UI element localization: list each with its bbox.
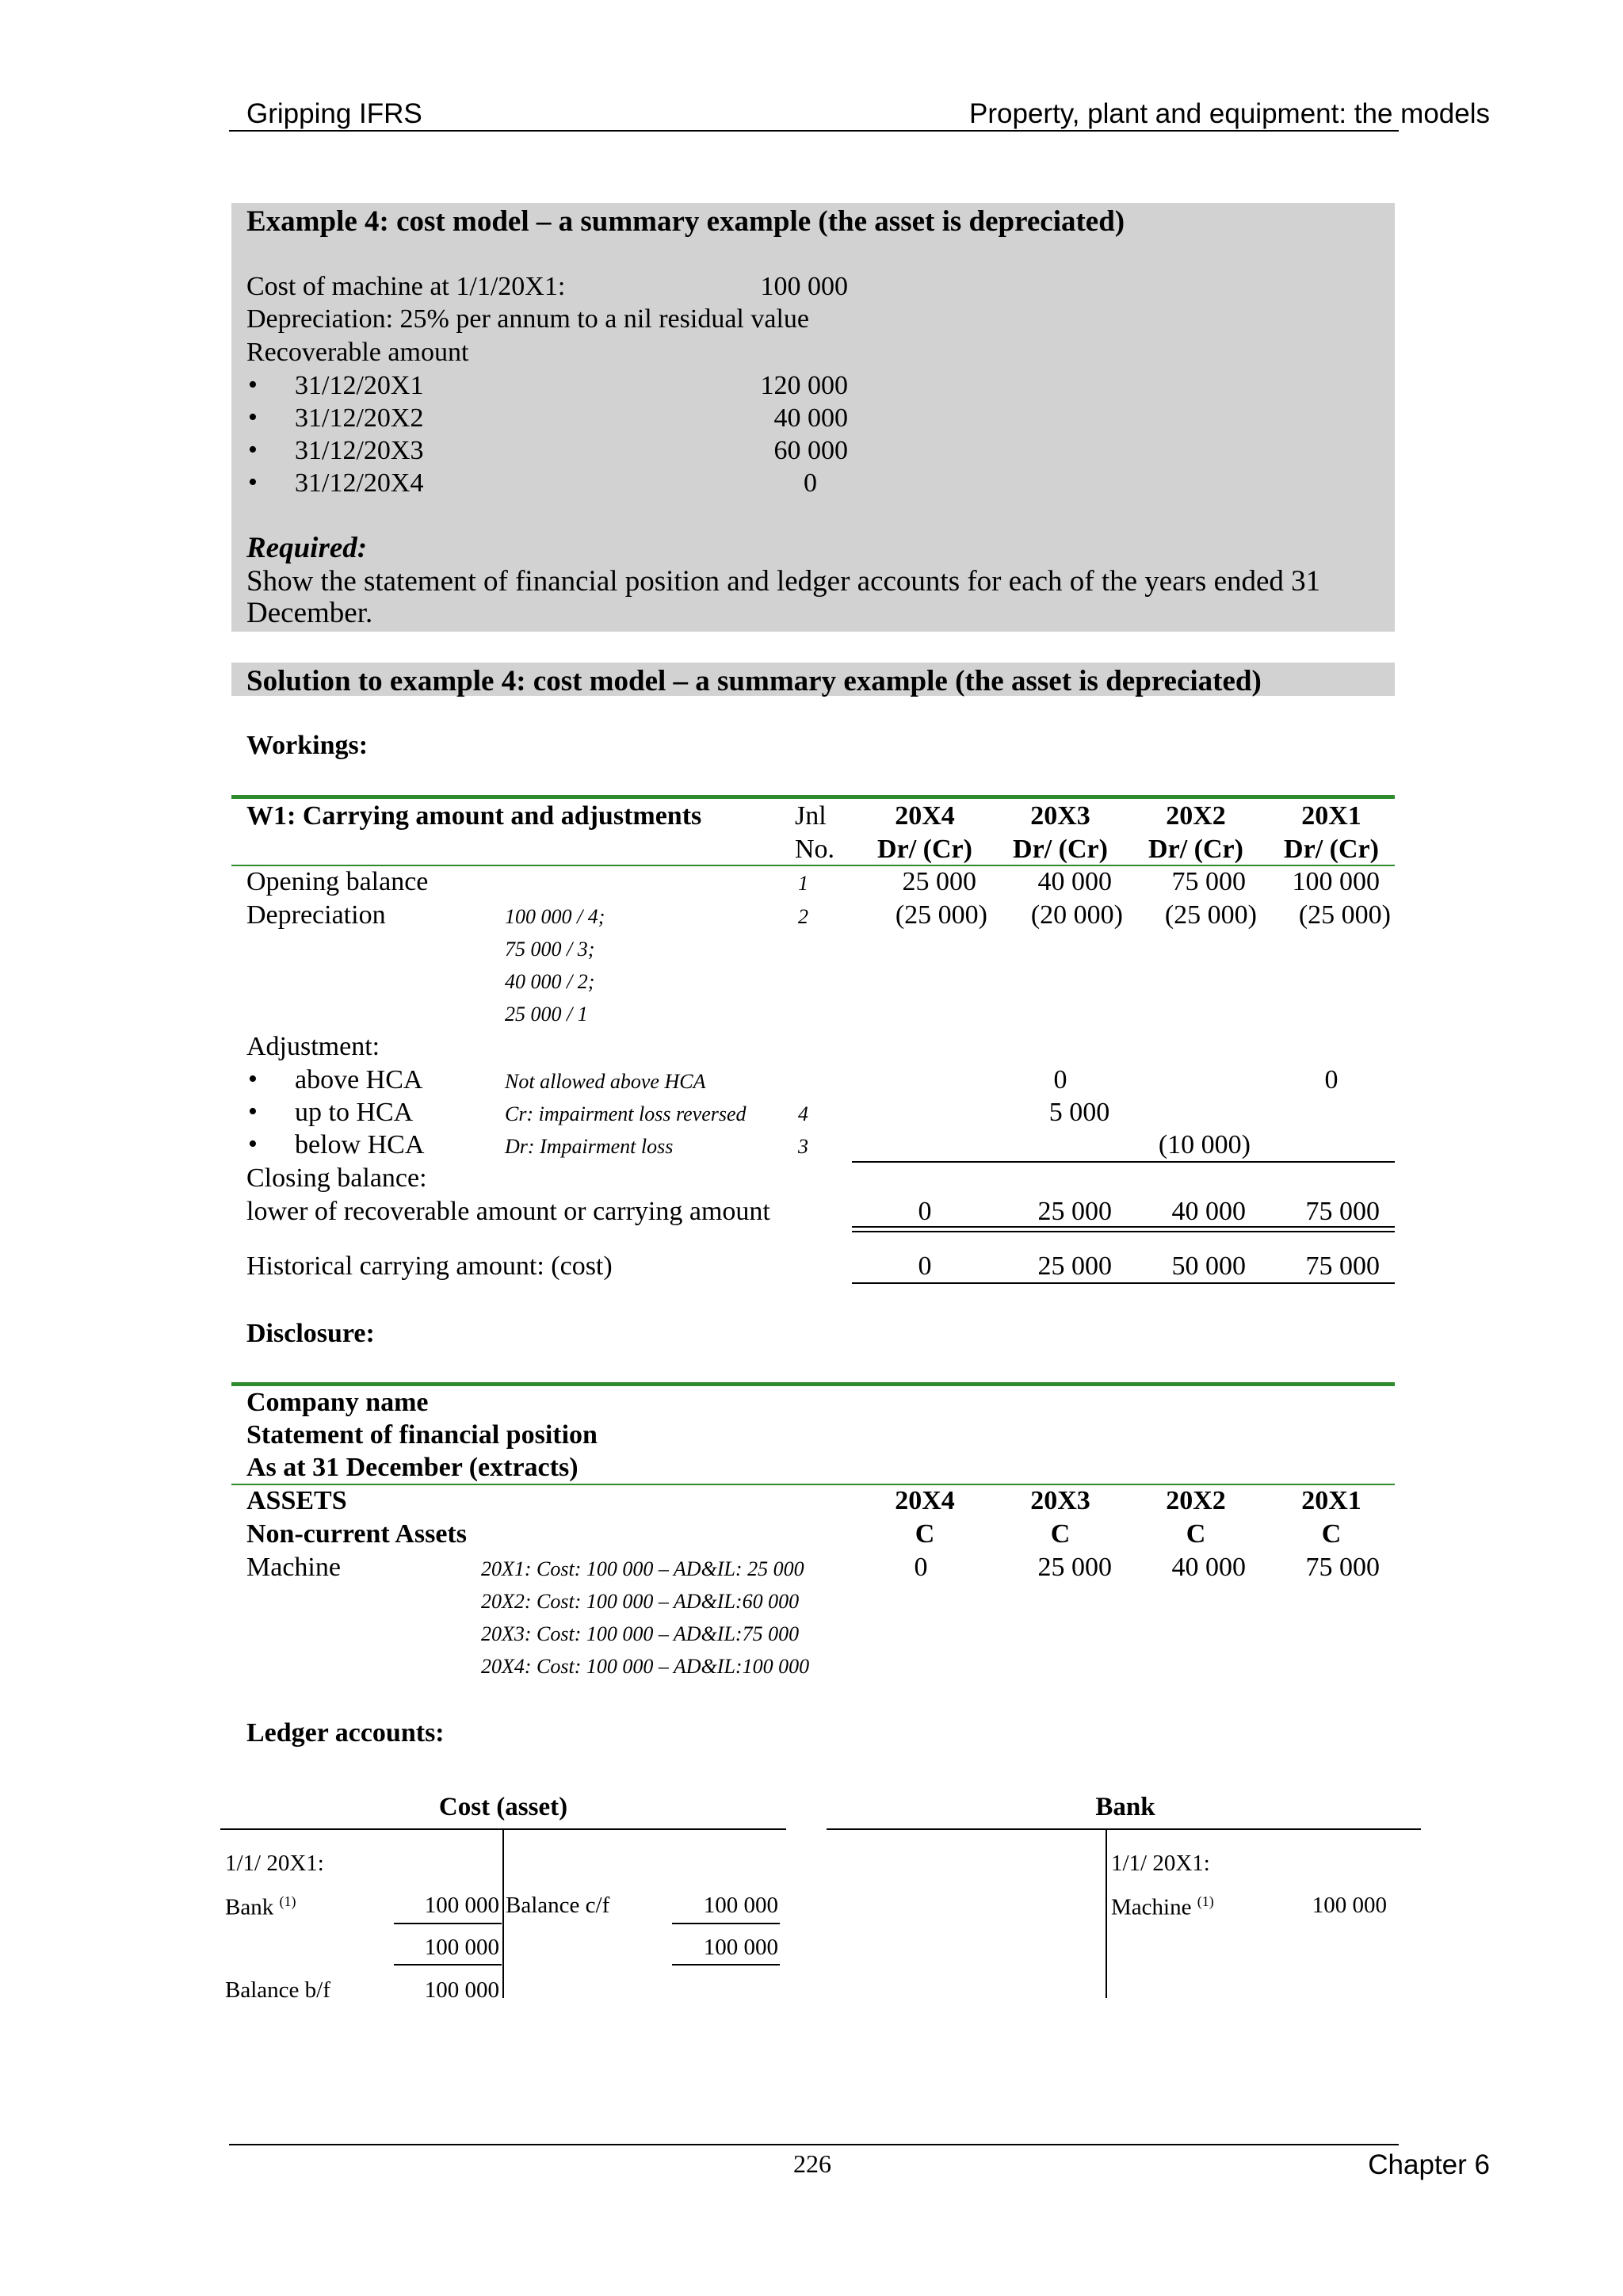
- as-at: As at 31 December (extracts): [246, 1453, 579, 1482]
- cost-total-cr: 100 000: [703, 1935, 778, 1960]
- jnl-header-2: No.: [795, 835, 835, 864]
- upto-label: up to HCA: [295, 1098, 414, 1127]
- disclosure-top-rule: [231, 1382, 1395, 1386]
- above-20x3: 0: [1053, 1065, 1067, 1095]
- hca-20x4: 0: [918, 1251, 932, 1281]
- header-left: Gripping IFRS: [246, 98, 422, 129]
- recoverable-date-3: 31/12/20X3: [295, 436, 424, 465]
- cost-label: Cost of machine at 1/1/20X1:: [246, 272, 566, 301]
- disc-year-20x2: 20X2: [1166, 1486, 1226, 1515]
- dep-note-4: 25 000 / 1: [505, 1003, 588, 1026]
- upto-note: Cr: impairment loss reversed: [505, 1102, 747, 1125]
- upto-20x3: 5 000: [1048, 1098, 1110, 1127]
- dep-label: Depreciation: [246, 900, 386, 930]
- assets-heading: ASSETS: [246, 1486, 347, 1515]
- cost-dr-total-rule: [394, 1923, 502, 1924]
- drcr-header: Dr/ (Cr): [1148, 835, 1243, 864]
- above-20x1: 0: [1324, 1065, 1338, 1095]
- opening-20x1: 100 000: [1292, 867, 1380, 896]
- machine-note-1: 20X1: Cost: 100 000 – AD&IL: 25 000: [481, 1557, 804, 1580]
- bullet: •: [248, 1129, 258, 1159]
- cost-balance-cf-label: Balance c/f: [506, 1893, 610, 1918]
- recoverable-value-2: 40 000: [773, 403, 848, 433]
- bank-date: 1/1/ 20X1:: [1111, 1851, 1210, 1876]
- machine-20x4: 0: [914, 1553, 928, 1582]
- w1-top-rule: [231, 795, 1395, 799]
- recoverable-value-3: 60 000: [773, 436, 848, 465]
- machine-label: Machine: [246, 1553, 341, 1582]
- bank-machine-ref: (1): [1197, 1893, 1214, 1909]
- bullet: •: [248, 403, 258, 432]
- hca-20x1: 75 000: [1305, 1251, 1380, 1281]
- cost-cr-total-rule: [672, 1923, 780, 1924]
- cost-value: 100 000: [760, 272, 848, 301]
- bullet: •: [248, 435, 258, 464]
- dep-jnl: 2: [798, 905, 808, 928]
- recoverable-date-1: 31/12/20X1: [295, 371, 424, 400]
- below-note: Dr: Impairment loss: [505, 1135, 674, 1158]
- disc-year-20x4: 20X4: [895, 1486, 955, 1515]
- page-number: 226: [793, 2149, 831, 2178]
- recoverable-label: Recoverable amount: [246, 338, 469, 367]
- header-right: Property, plant and equipment: the models: [969, 98, 1490, 129]
- chapter-label: Chapter 6: [1368, 2149, 1490, 2180]
- bank-machine-value: 100 000: [1312, 1893, 1387, 1918]
- below-20x2: (10 000): [1158, 1130, 1251, 1159]
- dep-note-1: 100 000 / 4;: [505, 905, 605, 928]
- w1-header-rule: [231, 865, 1395, 866]
- dep-20x2: (25 000): [1164, 900, 1257, 930]
- currency-c: C: [1186, 1519, 1206, 1549]
- ledger-label: Ledger accounts:: [246, 1718, 445, 1748]
- closing-20x2: 40 000: [1171, 1197, 1246, 1226]
- cost-balance-bf-value: 100 000: [424, 1977, 499, 2003]
- cost-cr-total-underline: [672, 1964, 780, 1966]
- cost-bank-ref: (1): [279, 1893, 296, 1909]
- disc-year-20x1: 20X1: [1301, 1486, 1361, 1515]
- closing-20x3: 25 000: [1037, 1197, 1112, 1226]
- hca-20x2: 50 000: [1171, 1251, 1246, 1281]
- currency-c: C: [1050, 1519, 1071, 1549]
- bank-account-title: Bank: [1095, 1793, 1155, 1821]
- cost-bank-label: Bank: [225, 1894, 274, 1920]
- above-label: above HCA: [295, 1065, 423, 1095]
- year-header-20x4: 20X4: [895, 801, 955, 831]
- bullet: •: [248, 370, 258, 399]
- disclosure-header-rule: [231, 1484, 1395, 1485]
- dep-note-2: 75 000 / 3;: [505, 938, 595, 961]
- upto-jnl: 4: [798, 1102, 808, 1125]
- opening-label: Opening balance: [246, 867, 429, 896]
- solution-title: Solution to example 4: cost model – a summary example (the asset is depreciated): [246, 665, 1262, 697]
- cost-dr-total-underline: [394, 1964, 502, 1966]
- closing-20x4: 0: [918, 1197, 932, 1226]
- recoverable-value-4: 0: [804, 468, 817, 498]
- cost-account-title: Cost (asset): [438, 1793, 568, 1821]
- disc-year-20x3: 20X3: [1030, 1486, 1090, 1515]
- bank-account-top-rule: [827, 1828, 1421, 1830]
- closing-label-2: lower of recoverable amount or carrying amount: [246, 1197, 770, 1226]
- required-text-2: December.: [246, 597, 373, 629]
- opening-20x3: 40 000: [1037, 867, 1112, 896]
- dep-20x1: (25 000): [1298, 900, 1391, 930]
- cost-date: 1/1/ 20X1:: [225, 1851, 324, 1876]
- closing-double-rule: [852, 1226, 1395, 1232]
- above-note: Not allowed above HCA: [505, 1070, 706, 1093]
- bank-machine-row: [1111, 1894, 1214, 1920]
- adj-label: Adjustment:: [246, 1032, 380, 1061]
- bullet: •: [248, 1097, 258, 1126]
- currency-c: C: [915, 1519, 935, 1549]
- cost-balance-cf-value: 100 000: [703, 1893, 778, 1918]
- opening-jnl: 1: [798, 872, 808, 895]
- closing-label-1: Closing balance:: [246, 1163, 427, 1193]
- bullet: •: [248, 468, 258, 497]
- header-rule: [229, 130, 1399, 132]
- nca-heading: Non-current Assets: [246, 1519, 467, 1549]
- year-header-20x2: 20X2: [1166, 801, 1226, 831]
- bank-account-divider: [1106, 1828, 1107, 1998]
- drcr-header: Dr/ (Cr): [1284, 835, 1379, 864]
- hca-label: Historical carrying amount: (cost): [246, 1251, 613, 1281]
- bank-machine-label: Machine: [1111, 1894, 1192, 1920]
- cost-bank-value: 100 000: [424, 1893, 499, 1918]
- dep-20x3: (20 000): [1030, 900, 1123, 930]
- jnl-header-1: Jnl: [795, 801, 827, 831]
- statement-title: Statement of financial position: [246, 1420, 598, 1450]
- drcr-header: Dr/ (Cr): [1013, 835, 1108, 864]
- disclosure-label: Disclosure:: [246, 1319, 375, 1348]
- opening-20x2: 75 000: [1171, 867, 1246, 896]
- machine-20x2: 40 000: [1171, 1553, 1246, 1582]
- machine-20x1: 75 000: [1305, 1553, 1380, 1582]
- hca-rule: [852, 1282, 1395, 1284]
- depreciation-line: Depreciation: 25% per annum to a nil residual value: [246, 304, 809, 334]
- recoverable-value-1: 120 000: [760, 371, 848, 400]
- bullet: •: [248, 1064, 258, 1094]
- w1-title: W1: Carrying amount and adjustments: [246, 801, 702, 831]
- required-label: Required:: [246, 532, 368, 564]
- below-label: below HCA: [295, 1130, 425, 1159]
- workings-label: Workings:: [246, 731, 369, 760]
- dep-20x4: (25 000): [895, 900, 987, 930]
- company-name: Company name: [246, 1388, 429, 1417]
- opening-20x4: 25 000: [902, 867, 976, 896]
- hca-20x3: 25 000: [1037, 1251, 1112, 1281]
- recoverable-date-2: 31/12/20X2: [295, 403, 424, 433]
- currency-c: C: [1321, 1519, 1342, 1549]
- closing-20x1: 75 000: [1305, 1197, 1380, 1226]
- year-header-20x3: 20X3: [1030, 801, 1090, 831]
- year-header-20x1: 20X1: [1301, 801, 1361, 831]
- dep-note-3: 40 000 / 2;: [505, 970, 595, 993]
- machine-note-3: 20X3: Cost: 100 000 – AD&IL:75 000: [481, 1622, 800, 1645]
- footer-rule: [229, 2144, 1399, 2145]
- cost-account-divider: [502, 1828, 504, 1998]
- machine-20x3: 25 000: [1037, 1553, 1112, 1582]
- required-text-1: Show the statement of financial position and ledger accounts for each of the years ended 31: [246, 565, 1321, 598]
- example-title: Example 4: cost model – a summary example (the asset is depreciated): [246, 205, 1125, 238]
- machine-note-2: 20X2: Cost: 100 000 – AD&IL:60 000: [481, 1590, 800, 1613]
- subtotal-rule: [852, 1161, 1395, 1163]
- drcr-header: Dr/ (Cr): [877, 835, 972, 864]
- cost-bank-row: [225, 1894, 296, 1920]
- below-jnl: 3: [798, 1135, 808, 1158]
- machine-note-4: 20X4: Cost: 100 000 – AD&IL:100 000: [481, 1655, 810, 1678]
- cost-total-dr: 100 000: [424, 1935, 499, 1960]
- recoverable-date-4: 31/12/20X4: [295, 468, 424, 498]
- cost-balance-bf-label: Balance b/f: [225, 1977, 330, 2003]
